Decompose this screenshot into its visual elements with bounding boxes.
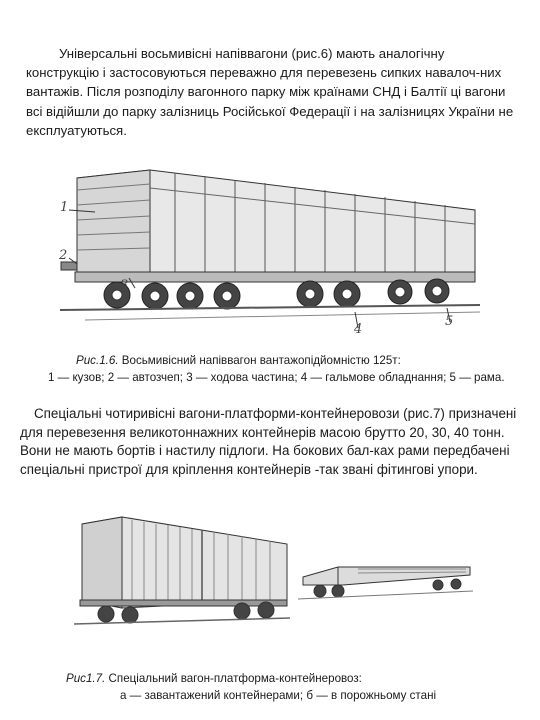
empty-container-flatcar-illustration	[298, 555, 473, 603]
callout-4: 4	[354, 322, 363, 337]
figure-2-caption	[66, 670, 486, 704]
loaded-container-flatcar-illustration	[72, 512, 292, 627]
intro-paragraph: Універсальні восьмивісні напіввагони (рис.6) мають аналогічну конструкцію і застосовуються переважно для перевезень сипких навалоч-них вантажів. Після розподілу вагонного парку між країнами СНД і Балтії ці вагони всі відійшли до парку залізниць Російської Федерації і на залізницях України не експлуатуються.	[26, 46, 514, 138]
callout-1: 1	[60, 200, 69, 215]
callout-5: 5	[445, 314, 454, 329]
callout-2: 2	[59, 248, 68, 263]
figure-1-caption	[48, 352, 508, 386]
figure-1-legend: 1 — кузов; 2 — автозчеп; 3 — ходова частина; 4 — гальмове обладнання; 5 — рама.	[48, 371, 505, 384]
figure-2-label: Рис1.7.	[66, 672, 106, 685]
callout-3: 3	[120, 278, 129, 293]
figure-2-legend: а — завантажений контейнерами; б — в порожньому стані	[120, 689, 437, 702]
figure-1-label: Рис.1.6.	[76, 354, 119, 367]
figure-2-title: Спеціальний вагон-платформа-контейнеровоз:	[105, 672, 362, 685]
figure-1-title: Восьмивісний напіввагон вантажопідйомністю 125т:	[118, 354, 401, 367]
gondola-car-illustration	[55, 160, 485, 350]
containers-paragraph: Спеціальні чотиривісні вагони-платформи-контейнеровози (рис.7) призначені для перевезення великотоннажних контейнерів масою брутто 20, 30, 40 тонн. Вони не мають бортів і настилу підлоги. На бокових бал-ках рами передбачені спеціальні пристрої для кріплення контейнерів -так звані фітингові упори.	[20, 406, 517, 477]
